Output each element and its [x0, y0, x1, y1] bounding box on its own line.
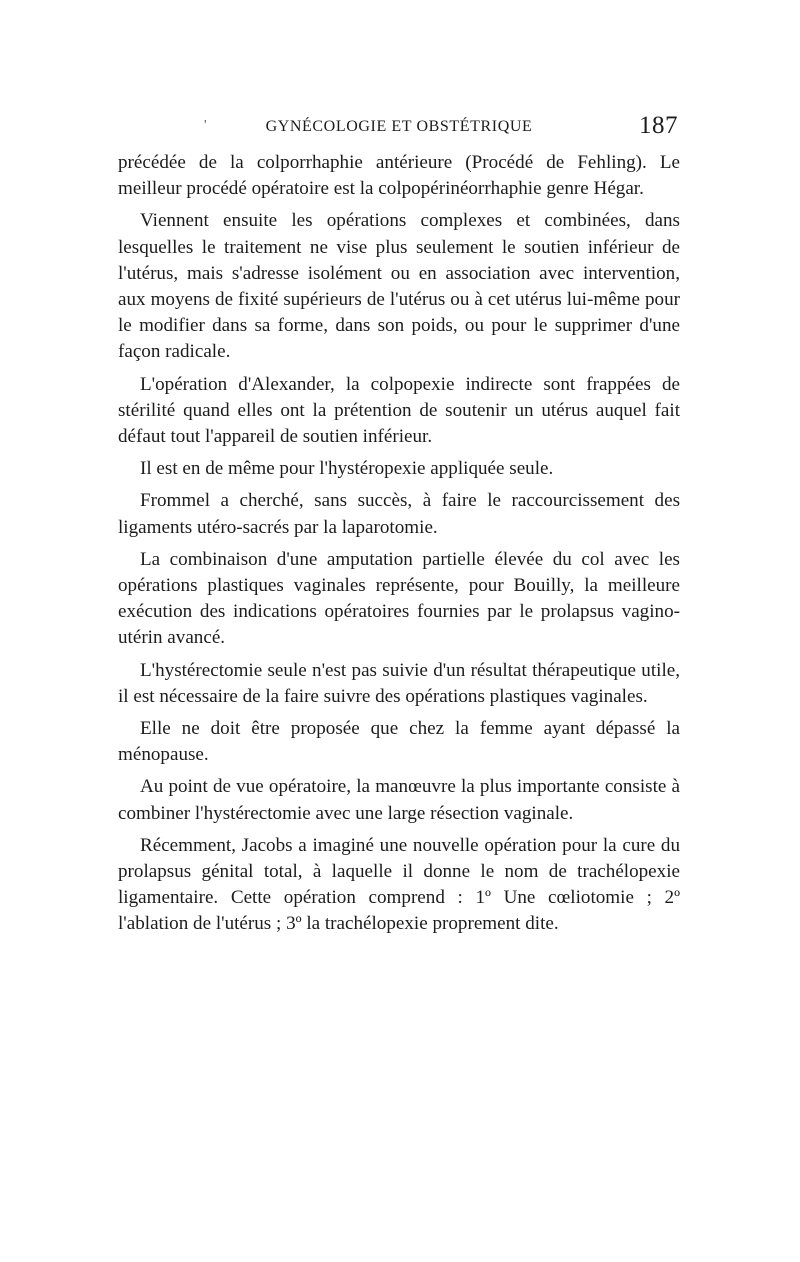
running-head-title: GYNÉCOLOGIE ET OBSTÉTRIQUE [265, 118, 533, 135]
paragraph: Récemment, Jacobs a imaginé une nouvelle opération pour la cure du prolapsus génital total, à laquelle il donne le nom de trachélopexie ligamentaire. Cette opération comprend : 1º Une cœliotomie ; 2º l'ablation de l'utérus ; 3º la trachélopexie proprement dite. [118, 834, 680, 935]
paragraph: L'opération d'Alexander, la colpopexie indirecte sont frappées de stérilité quand elles ont la prétention de soutenir un utérus auquel fait défaut tout l'appareil de soutien inférieur. [118, 373, 680, 448]
paragraph: Viennent ensuite les opérations complexes et combinées, dans lesquelles le traitement ne vise plus seulement le soutien inférieur de l'utérus, mais s'adresse isolément ou en association avec intervention, aux moyens de fixité supérieurs de l'utérus ou à cet utérus lui-même pour le modifier dans sa forme, dans son poids, ou pour le supprimer d'une façon radicale. [118, 210, 680, 363]
page-number: 187 [639, 112, 678, 139]
running-head [118, 112, 680, 144]
paragraph: Frommel a cherché, sans succès, à faire le raccourcissement des ligaments utéro-sacrés par la laparotomie. [118, 490, 680, 538]
paragraph: La combinaison d'une amputation partielle élevée du col avec les opérations plastiques vaginales représente, pour Bouilly, la meilleure exécution des indications opératoires fournies par le prolapsus vagino-utérin avancé. [118, 548, 680, 649]
body-text [118, 150, 680, 944]
paragraph: Il est en de même pour l'hystéropexie appliquée seule. [140, 458, 554, 480]
paragraph: précédée de la colporrhaphie antérieure (Procédé de Fehling). Le meilleur procédé opératoire est la colpopérinéorrhaphie genre Hégar. [118, 152, 680, 200]
paragraph: Au point de vue opératoire, la manœuvre la plus importante consiste à combiner l'hystérectomie avec une large résection vaginale. [118, 776, 680, 824]
paragraph: L'hystérectomie seule n'est pas suivie d'un résultat thérapeutique utile, il est nécessaire de la faire suivre des opérations plastiques vaginales. [118, 659, 680, 707]
paragraph: Elle ne doit être proposée que chez la femme ayant dépassé la ménopause. [118, 718, 680, 766]
header-mark: ' [204, 118, 207, 133]
